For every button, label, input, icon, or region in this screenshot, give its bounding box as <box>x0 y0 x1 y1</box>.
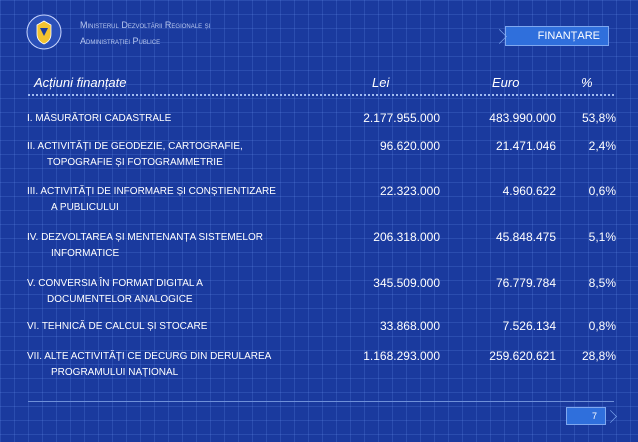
row-label: VII. ALTE ACTIVITĂȚI CE DECURG DIN DERULAREA PROGRAMULUI NAȚIONAL <box>27 351 272 378</box>
row-label: VI. TEHNICĂ DE CALCUL ȘI STOCARE <box>27 321 208 332</box>
ministry-name <box>80 17 210 49</box>
percent-value: 28,8% <box>581 349 616 363</box>
table-row <box>0 139 638 179</box>
row-label: V. CONVERSIA ÎN FORMAT DIGITAL A DOCUMENTELOR ANALOGICE <box>27 278 203 305</box>
lei-value: 345.509.000 <box>373 276 440 290</box>
percent-value: 2,4% <box>588 139 616 153</box>
lei-value: 1.168.293.000 <box>363 349 440 363</box>
euro-value: 4.960.622 <box>502 184 556 198</box>
euro-value: 483.990.000 <box>489 111 556 125</box>
header-divider <box>28 94 614 96</box>
section-label: FINANȚARE <box>537 30 600 42</box>
lei-value: 22.323.000 <box>379 184 440 198</box>
euro-value: 21.471.046 <box>495 139 556 153</box>
table-row <box>0 276 638 316</box>
lei-value: 2.177.955.000 <box>363 111 440 125</box>
row-label: III. ACTIVITĂȚI DE INFORMARE ȘI CONȘTIENTIZARE A PUBLICULUI <box>27 186 276 213</box>
column-header-euro: Euro <box>492 75 520 90</box>
euro-value: 76.779.784 <box>495 276 556 290</box>
ministry-line-1: Ministerul Dezvoltării Regionale și <box>80 20 211 30</box>
euro-value: 7.526.134 <box>502 319 556 333</box>
column-header-lei: Lei <box>372 75 390 90</box>
chevron-right-icon <box>492 29 507 44</box>
row-label: II. ACTIVITĂȚI DE GEODEZIE, CARTOGRAFIE, TOPOGRAFIE ȘI FOTOGRAMMETRIE <box>27 141 243 168</box>
lei-value: 96.620.000 <box>379 139 440 153</box>
row-label: IV. DEZVOLTAREA ȘI MENTENANȚA SISTEMELOR INFORMATICE <box>27 232 263 259</box>
percent-value: 0,6% <box>588 184 616 198</box>
section-tag <box>505 26 609 46</box>
euro-value: 259.620.621 <box>489 349 556 363</box>
lei-value: 206.318.000 <box>373 230 440 244</box>
table-row <box>0 349 638 389</box>
percent-value: 8,5% <box>588 276 616 290</box>
percent-value: 53,8% <box>581 111 616 125</box>
percent-value: 5,1% <box>588 230 616 244</box>
lei-value: 33.868.000 <box>379 319 440 333</box>
column-header-actions: Acțiuni finanțate <box>34 75 127 90</box>
table-row <box>0 184 638 224</box>
coat-of-arms-icon <box>26 14 62 50</box>
page-number-label: 7 <box>591 411 597 421</box>
column-header-percent: % <box>581 75 593 90</box>
chevron-right-icon <box>604 410 617 423</box>
percent-value: 0,8% <box>588 319 616 333</box>
table-row <box>0 230 638 270</box>
footer-divider <box>28 401 614 402</box>
ministry-line-2: Administrației Publice <box>80 36 161 46</box>
euro-value: 45.848.475 <box>495 230 556 244</box>
row-label: I. MĂSURĂTORI CADASTRALE <box>27 113 172 124</box>
page-number <box>566 407 606 425</box>
